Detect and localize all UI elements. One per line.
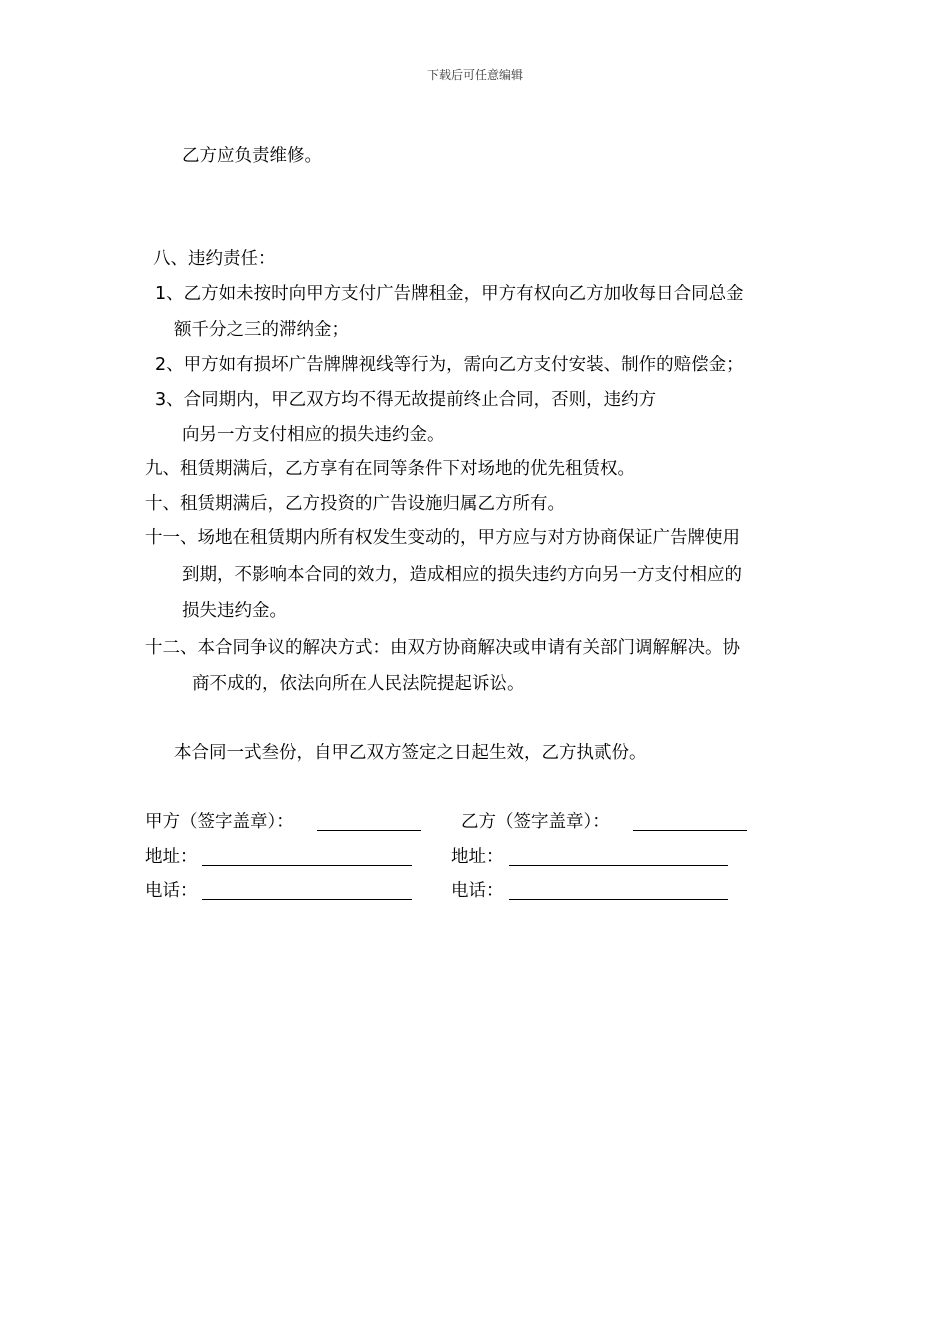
repair-line: 乙方应负责维修。 <box>182 146 322 166</box>
section-8-title: 八、违约责任： <box>153 249 276 269</box>
party-a-address-label: 地址： <box>145 847 198 867</box>
section-8-item-3-line-1: 3、合同期内，甲乙双方均不得无故提前终止合同，否则，违约方 <box>155 390 657 410</box>
party-b-sign-blank <box>633 830 747 831</box>
section-11-line-3: 损失违约金。 <box>182 601 287 621</box>
section-11-line-2: 到期，不影响本合同的效力，造成相应的损失违约方向另一方支付相应的 <box>182 565 742 585</box>
party-a-sign-blank <box>317 830 421 831</box>
party-a-phone-label: 电话： <box>145 881 198 901</box>
party-a-phone-blank <box>202 899 412 900</box>
page-header: 下载后可任意编辑 <box>426 68 523 82</box>
section-8-item-2: 2、甲方如有损坏广告牌牌视线等行为，需向乙方支付安装、制作的赔偿金； <box>155 355 744 375</box>
section-8-item-1-line-1: 1、乙方如未按时向甲方支付广告牌租金，甲方有权向乙方加收每日合同总金 <box>155 284 744 304</box>
party-b-sign-label: 乙方（签字盖章）： <box>461 812 610 832</box>
party-b-phone-label: 电话： <box>451 881 504 901</box>
section-12-line-2: 商不成的，依法向所在人民法院提起诉讼。 <box>192 674 525 694</box>
section-10: 十、租赁期满后，乙方投资的广告设施归属乙方所有。 <box>145 494 565 514</box>
party-a-sign-label: 甲方（签字盖章）： <box>145 812 294 832</box>
party-b-address-label: 地址： <box>451 847 504 867</box>
closing-statement: 本合同一式叁份，自甲乙双方签定之日起生效，乙方执贰份。 <box>174 743 647 763</box>
section-8-item-1-line-2: 额千分之三的滞纳金； <box>174 320 349 340</box>
party-b-phone-blank <box>509 899 728 900</box>
party-b-address-blank <box>509 865 728 866</box>
section-9: 九、租赁期满后，乙方享有在同等条件下对场地的优先租赁权。 <box>145 459 635 479</box>
section-8-item-3-line-2: 向另一方支付相应的损失违约金。 <box>182 425 445 445</box>
section-12-line-1: 十二、本合同争议的解决方式：由双方协商解决或申请有关部门调解解决。协 <box>145 638 740 658</box>
section-11-line-1: 十一、场地在租赁期内所有权发生变动的，甲方应与对方协商保证广告牌使用 <box>145 528 740 548</box>
party-a-address-blank <box>202 865 412 866</box>
